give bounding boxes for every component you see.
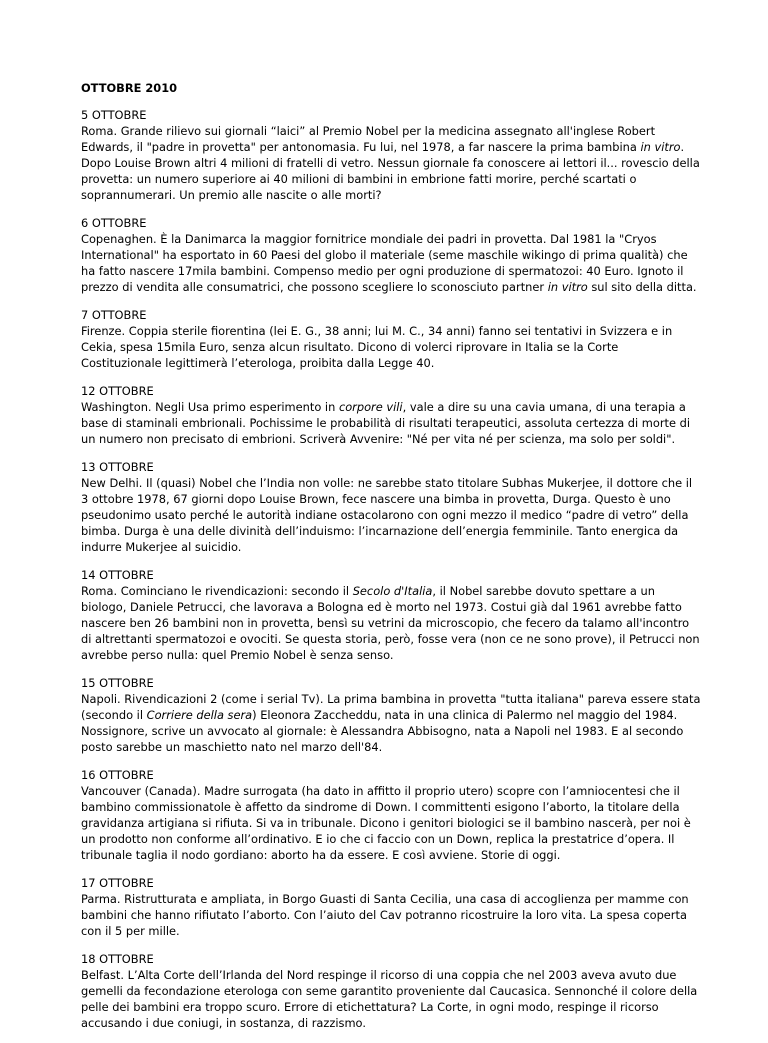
entry-date: 7 OTTOBRE xyxy=(81,308,147,322)
entry-date: 18 OTTOBRE xyxy=(81,952,154,966)
diary-entry xyxy=(81,383,701,447)
entry-text xyxy=(81,475,701,555)
entry-text-run: Napoli. Rivendicazioni 2 (come i serial Tv). La prima bambina in provetta "tutta italiana" pareva essere stata (secondo il xyxy=(81,692,701,722)
entry-text-italic: in vitro xyxy=(547,280,588,294)
diary-entry xyxy=(81,875,701,939)
entry-text-run: Roma. Grande rilievo sui giornali “laici” al Premio Nobel per la medicina assegnato all'inglese Robert Edwards, il "padre in provetta" per antonomasia. Fu lui, nel 1978, a far nascere la prima bambina xyxy=(81,124,656,154)
entry-text-run: , vale a dire su una cavia umana, di una terapia a base di staminali embrionali. Pochissime le probabilità di risultati terapeutici, assoluta certezza di morte di un numero non precisato di embrioni. Scriverà Avvenire: "Né per vita né per scienza, ma solo per soldi". xyxy=(81,400,691,446)
entry-text-run: ) Eleonora Zaccheddu, nata in una clinica di Palermo nel maggio del 1984. Nossignore, scrive un avvocato al giornale: è Alessandra Abbisogno, nata a Napoli nel 1983. E al secondo posto sarebbe un maschietto nato nel marzo dell'84. xyxy=(81,708,684,754)
entry-date: 5 OTTOBRE xyxy=(81,108,147,122)
document-page xyxy=(81,80,701,1043)
entry-text-run: sul sito della ditta. xyxy=(587,280,697,294)
diary-entry xyxy=(81,459,701,555)
entry-text-run: Belfast. L’Alta Corte dell’Irlanda del Nord respinge il ricorso di una coppia che nel 2003 aveva avuto due gemelli da fecondazione eterologa con seme garantito proveniente dal Caucasica. Sennonché il colore della pelle dei bambini era troppo scuro. Errore di etichettatura? La Corte, in ogni modo, respinge il ricorso accusando i due coniugi, in sostanza, di razzismo. xyxy=(81,968,698,1030)
entry-date: 17 OTTOBRE xyxy=(81,876,154,890)
entry-text xyxy=(81,231,701,295)
entry-date: 13 OTTOBRE xyxy=(81,460,154,474)
entry-text-run: . Dopo Louise Brown altri 4 milioni di fratelli di vetro. Nessun giornale fa conoscere ai lettori il... rovescio della provetta: un numero superiore ai 40 milioni di bambini in embrione fatti morire, perché scartati o soprannumerari. Un premio alle nascite o alle morti? xyxy=(81,140,700,202)
entry-text xyxy=(81,691,701,755)
entry-text-run: Firenze. Coppia sterile fiorentina (lei E. G., 38 anni; lui M. C., 34 anni) fanno sei tentativi in Svizzera e in Cekia, spesa 15mila Euro, senza alcun risultato. Dicono di volerci riprovare in Italia se la Corte Costituzionale legittimerà l’eterologa, proibita dalla Legge 40. xyxy=(81,324,673,370)
entry-text-run: Washington. Negli Usa primo esperimento in xyxy=(81,400,339,414)
entry-text-run: Roma. Cominciano le rivendicazioni: secondo il xyxy=(81,584,353,598)
entry-date: 12 OTTOBRE xyxy=(81,384,154,398)
entry-text-run: Vancouver (Canada). Madre surrogata (ha dato in affitto il proprio utero) scopre con l’amniocentesi che il bambino commissionatole è affetto da sindrome di Down. I committenti esigono l’aborto, la titolare della gravidanza artigiana si rifiuta. Si va in tribunale. Dicono i genitori biologici se il bambino nascerà, per noi è un prodotto non conforme all’ordinativo. E io che ci faccio con un Down, replica la prestatrice d’opera. Il tribunale taglia il nodo gordiano: aborto ha da essere. E così avviene. Storie di oggi. xyxy=(81,784,691,862)
entry-date: 16 OTTOBRE xyxy=(81,768,154,782)
diary-entry xyxy=(81,675,701,755)
entries-list xyxy=(81,107,701,1031)
entry-text-italic: Secolo d'Italia xyxy=(352,584,433,598)
entry-date: 14 OTTOBRE xyxy=(81,568,154,582)
entry-text-run: Parma. Ristrutturata e ampliata, in Borgo Guasti di Santa Cecilia, una casa di accoglienza per mamme con bambini che hanno rifiutato l’aborto. Con l’aiuto del Cav potranno ricostruire la loro vita. La spesa coperta con il 5 per mille. xyxy=(81,892,689,938)
entry-text xyxy=(81,123,701,203)
entry-text xyxy=(81,967,701,1031)
diary-entry xyxy=(81,215,701,295)
diary-entry xyxy=(81,107,701,203)
diary-entry xyxy=(81,767,701,863)
entry-text xyxy=(81,583,701,663)
entry-text-run: Copenaghen. È la Danimarca la maggior fornitrice mondiale dei padri in provetta. Dal 1981 la "Cryos International" ha esportato in 60 Paesi del globo il materiale (seme maschile wikingo di prima qualità) che ha fatto nascere 17mila bambini. Compenso medio per ogni produzione di spermatozoi: 40 Euro. Ignoto il prezzo di vendita alle consumatrici, che possono scegliere lo sconosciuto partner xyxy=(81,232,688,294)
entry-text xyxy=(81,783,701,863)
entry-text xyxy=(81,399,701,447)
entry-text xyxy=(81,323,701,371)
entry-text-run: New Delhi. Il (quasi) Nobel che l’India non volle: ne sarebbe stato titolare Subhas Mukerjee, il dottore che il 3 ottobre 1978, 67 giorni dopo Louise Brown, fece nascere una bimba in provetta, Durga. Questo è uno pseudonimo usato perché le autorità indiane ostacolarono con ogni mezzo il medico “padre di vetro” della bimba. Durga è una delle divinità dell’induismo: l’incarnazione dell’energia femminile. Tanto energica da indurre Mukerjee al suicidio. xyxy=(81,476,693,554)
entry-text xyxy=(81,891,701,939)
diary-entry xyxy=(81,307,701,371)
entry-text-italic: Corriere della sera xyxy=(146,708,253,722)
entry-date: 6 OTTOBRE xyxy=(81,216,147,230)
entry-text-italic: corpore vili xyxy=(338,400,403,414)
entry-text-italic: in vitro xyxy=(640,140,681,154)
document-title: OTTOBRE 2010 xyxy=(81,81,178,95)
entry-text-run: , il Nobel sarebbe dovuto spettare a un biologo, Daniele Petrucci, che lavorava a Bologna ed è morto nel 1973. Costui già dal 1961 avrebbe fatto nascere ben 26 bambini non in provetta, bensì su vetrini da microscopio, che fecero da talamo all'incontro di altrettanti spermatozoi e ovociti. Se questa storia, però, fosse vera (non ce ne sono prove), il Petrucci non avrebbe perso nulla: quel Premio Nobel è senza senso. xyxy=(81,584,700,662)
diary-entry xyxy=(81,951,701,1031)
diary-entry xyxy=(81,567,701,663)
entry-date: 15 OTTOBRE xyxy=(81,676,154,690)
